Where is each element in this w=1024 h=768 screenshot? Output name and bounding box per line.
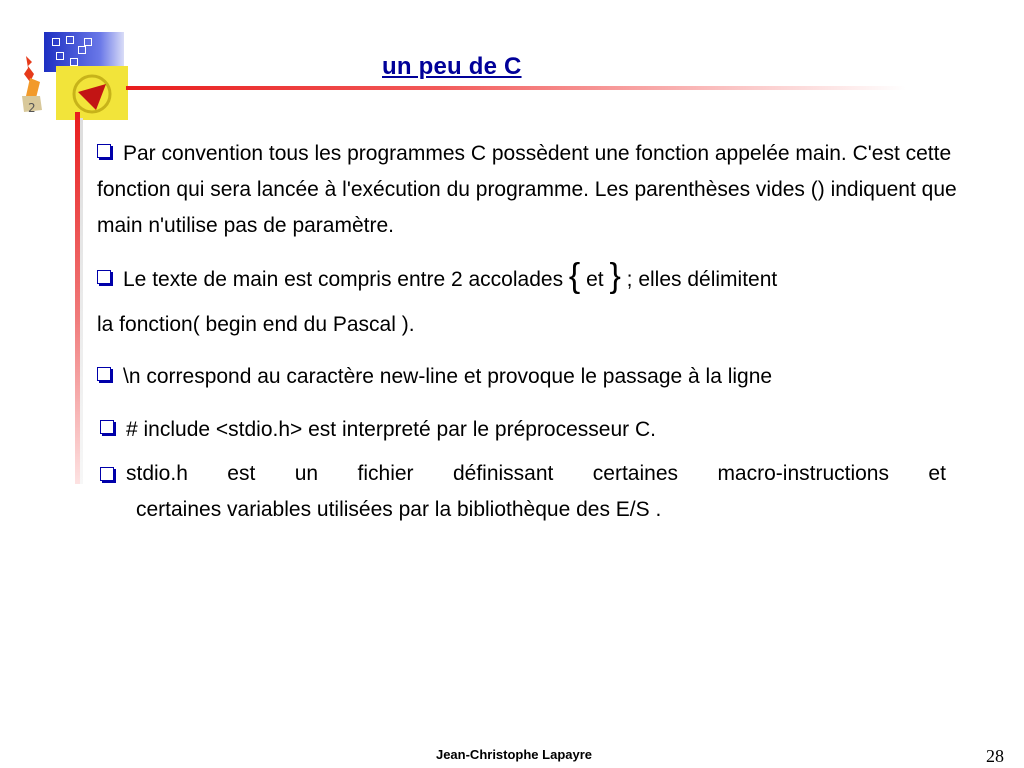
footer-author [0,747,1024,762]
paragraph-newline [97,359,957,395]
paragraph-stdio [100,456,946,528]
logo-yellow-panel [56,66,128,120]
paragraph-text-line2: certaines variables utilisées par la bibliothèque des E/S . [136,498,662,521]
page-number: 28 [986,746,1004,766]
paragraph-text: \n correspond au caractère new-line et provoque le passage à la ligne [123,365,773,388]
word: fichier [357,462,414,485]
word: et [928,462,946,485]
paragraph-main-function [97,136,957,244]
word: est [227,462,256,485]
word: certaines [592,462,679,485]
paragraph-text-line2: la fonction( begin end du Pascal ). [97,313,415,336]
checkbox-bullet-icon [100,467,114,481]
word: définissant [452,462,554,485]
paragraph-text: et [580,268,610,291]
paragraph-justified-line [126,456,946,492]
slide-title: un peu de C [382,53,522,80]
play-triangle-icon [56,66,128,120]
open-brace: { [568,257,581,295]
paragraph-text: ; elles délimitent [620,268,778,291]
close-brace: } [609,257,621,295]
paragraph-include [100,412,960,448]
paragraph-text: # include <stdio.h> est interpreté par le préprocesseur C. [126,418,656,441]
header-divider [126,86,906,90]
checkbox-bullet-icon [97,270,111,284]
logo-figure-icon [18,52,48,116]
checkbox-bullet-icon [97,144,111,158]
paragraph-braces [97,257,957,343]
word: un [294,462,319,485]
svg-text:2: 2 [28,101,36,115]
checkbox-bullet-icon [100,420,114,434]
word: stdio.h [126,462,188,485]
word: macro-instructions [717,462,889,485]
logo-graphic [18,32,130,122]
paragraph-text: Par convention tous les programmes C possèdent une fonction appelée main. C'est cette fonction qui sera lancée à l'exécution du programme. Les parenthèses vides () indiquent que main n'utilise pas de paramètre. [97,142,957,237]
checkbox-bullet-icon [97,367,111,381]
author-name: Jean-Christophe Lapayre [435,747,593,762]
left-margin-shadow [80,118,83,484]
paragraph-text: Le texte de main est compris entre 2 accolades [123,268,569,291]
